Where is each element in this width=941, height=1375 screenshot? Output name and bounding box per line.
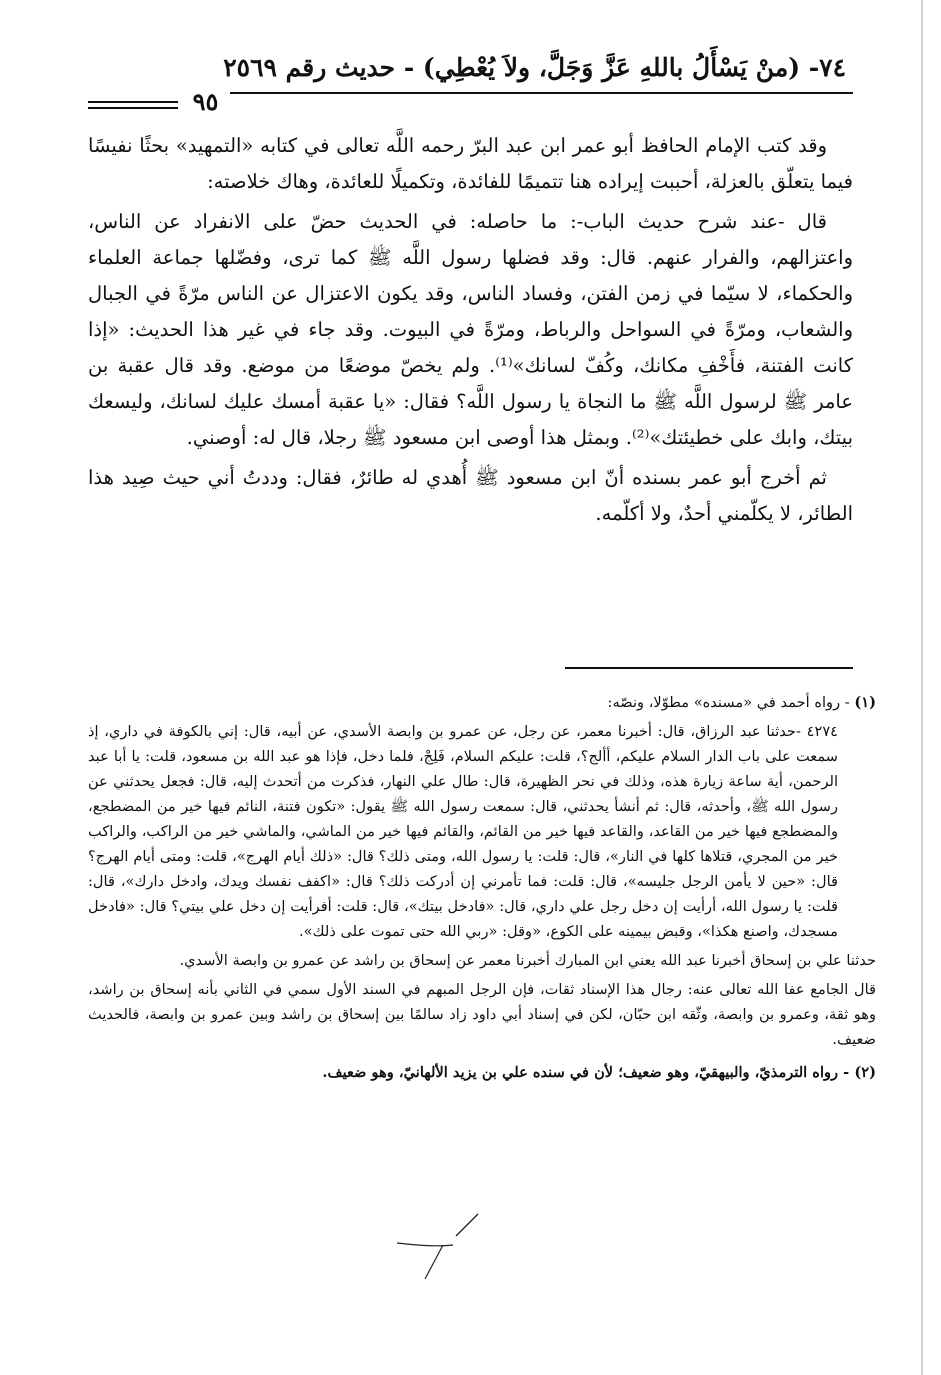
footnote-separator	[565, 667, 853, 669]
footnote-1-intro-text: - رواه أحمد في «مسنده» مطوّلا، ونصّه:	[607, 694, 850, 711]
footnote-2-text: - رواه الترمذيّ، والبيهقيّ، وهو ضعيف؛ لأن في سنده علي بن يزيد الألهانيّ، وهو ضعيف.	[322, 1064, 850, 1081]
footnote-1-intro	[88, 690, 876, 715]
page-edge	[921, 0, 923, 1375]
footnote-1-comment: قال الجامع عفا الله تعالى عنه: رجال هذا الإسناد ثقات، فإن الرجل المبهم في السند الأول سمي في الثاني بأنه إسحاق بن راشد، وهو ثقة، وعمرو بن وابصة، وثّقه ابن حبّان، لكن في إسناد أبي داود زاد سالمًا بين إسحاق بن راشد وبين عمرو بن وابصة، فالحديث ضعيف.	[88, 981, 876, 1048]
footnote-1-marker: (١)	[854, 694, 876, 711]
paragraph: وقد كتب الإمام الحافظ أبو عمر ابن عبد البرّ رحمه اللَّه تعالى في كتابه «التمهيد» بحثًا نفيسًا فيما يتعلّق بالعزلة، أحببت إيراده هنا تتميمًا للفائدة، وتكميلًا للعائدة، وهاك خلاصته:	[88, 134, 853, 193]
main-text	[88, 128, 853, 536]
header-rule	[230, 92, 853, 94]
pen-underline-mark	[395, 1235, 455, 1280]
running-header: ٧٤- (منْ يَسْأَلُ باللهِ عَزَّ وَجَلَّ، ولاَ يُعْطِي) - حديث رقم ٢٥٦٩	[223, 53, 846, 82]
page-number: ٩٥	[192, 87, 219, 116]
footnote-2-marker: (٢)	[854, 1064, 876, 1081]
pen-mark	[452, 1210, 482, 1240]
footnotes	[88, 690, 876, 1089]
footnote-1-chain: حدثنا علي بن إسحاق أخبرنا عبد الله يعني ابن المبارك أخبرنا معمر عن إسحاق بن راشد عن عمرو بن وابصة الأسدي.	[179, 952, 876, 969]
footnote-2	[88, 1060, 876, 1085]
page-number-rule-top	[88, 101, 178, 103]
paragraph: ثم أخرج أبو عمر بسنده أنّ ابن مسعود ﷺ أُهدي له طائرٌ، فقال: وددتُ أني حيث صِيد هذا الطائر، لا يكلّمني أحدٌ، ولا أكلّمه.	[88, 466, 853, 525]
page-number-rule-bottom	[88, 107, 178, 109]
paragraph: قال -عند شرح حديث الباب-: ما حاصله: في الحديث حضّ على الانفراد عن الناس، واعتزالهم، والفرار عنهم. قال: وقد فضلها رسول اللَّه ﷺ كما ترى، وفضّلها جماعة العلماء والحكماء، لا سيّما في زمن الفتن، وفساد الناس، وقد يكون الاعتزال عن الناس مرّةً في الجبال والشعاب، ومرّةً في السواحل والرباط، ومرّةً في البيوت. وقد جاء في غير هذا الحديث: «إذا كانت الفتنة، فأَخْفِ مكانك، وكُفّ لسانك»⁽¹⁾. ولم يخصّ موضعًا من موضع. وقد قال عقبة بن عامر ﷺ لرسول اللَّه ﷺ ما النجاة يا رسول اللَّه؟ فقال: «يا عقبة أمسك عليك لسانك، وليسعك بيتك، وابك على خطيئتك»⁽²⁾. وبمثل هذا أوصى ابن مسعود ﷺ رجلا، قال له: أوصني.	[88, 210, 853, 449]
footnote-1-hadith: ٤٢٧٤ -حدثنا عبد الرزاق، قال: أخبرنا معمر، عن رجل، عن عمرو بن وابصة الأسدي، عن أبيه، قال: إني بالكوفة في داري، إذ سمعت على باب الدار السلام عليكم، أألج؟، قلت: عليكم السلام، فَلِجْ، فلما دخل، فإذا هو عبد الله بن مسعود، قلت: يا أبا عبد الرحمن، أية ساعة زيارة هذه، وذلك في نحر الظهيرة، قال: طال علي النهار، فذكرت من أتحدث إليه، قال: فجعل يحدثني عن رسول الله ﷺ، وأحدثه، قال: ثم أنشأ يحدثني، قال: سمعت رسول الله ﷺ يقول: «تكون فتنة، النائم فيها خير من المضطجع، والمضطجع فيها خير من القاعد، والقاعد فيها خير من القائم، والقائم فيها خير من الماشي، والماشي خير من الراكب، والراكب خير من المجري، قتلاها كلها في النار»، قال: قلت: يا رسول الله، ومتى ذلك؟ قال: «ذلك أيام الهرج»، قلت: ومتى أيام الهرج؟ قال: «حين لا يأمن الرجل جليسه»، قال: قلت: فما تأمرني إن أدركت ذلك؟ قال: «اكفف نفسك ويدك، وادخل دارك»، قال: قلت: يا رسول الله، أرأيت إن دخل رجل علي داري، قال: «فادخل بيتك»، قال: قلت: أفرأيت إن دخل علي بيتي؟ قال: «فادخل مسجدك، واصنع هكذا»، وقبض بيمينه على الكوع، «وقل: «ربي الله حتى تموت على ذلك».	[88, 723, 838, 940]
